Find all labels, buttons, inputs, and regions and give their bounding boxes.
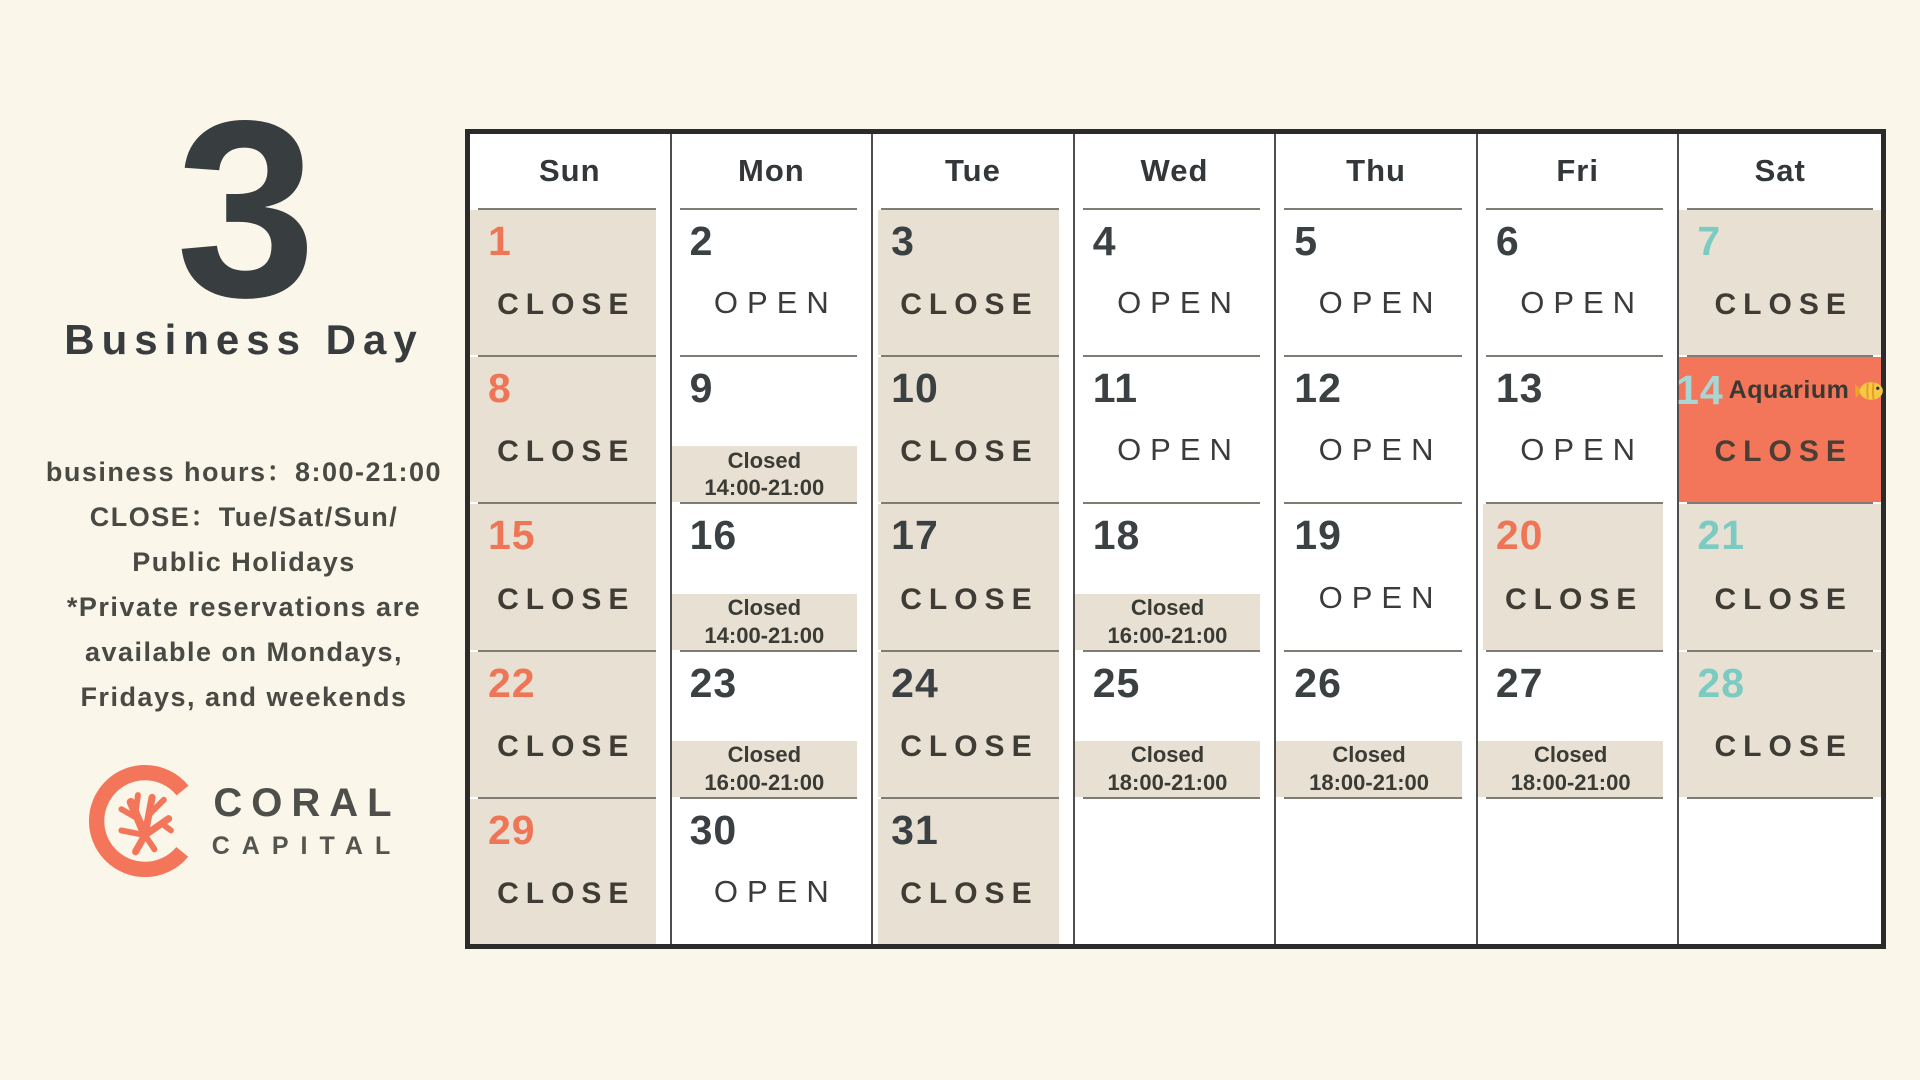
calendar-day-cell-19: [1276, 502, 1478, 649]
row-divider: [1083, 208, 1261, 210]
row-divider: [1284, 502, 1462, 504]
partial-closed-hours: 18:00-21:00: [1309, 769, 1429, 795]
calendar-day-cell-22: [470, 650, 672, 797]
weekday-header-mon: Mon: [672, 134, 874, 208]
date-number: 25: [1092, 659, 1141, 706]
date-number: 14: [1676, 367, 1724, 414]
open-label: OPEN: [1117, 432, 1241, 468]
close-label: CLOSE: [900, 582, 1039, 616]
calendar-day-cell-3: [873, 208, 1075, 355]
partial-closed-band: [672, 594, 858, 650]
date-number: 5: [1294, 218, 1319, 264]
row-divider: [1284, 650, 1462, 652]
calendar-day-cell-13: [1478, 355, 1680, 502]
date-number: 8: [488, 365, 512, 412]
partial-closed-band: [672, 741, 858, 797]
date-number: 24: [891, 659, 939, 706]
calendar-day-cell-7: [1679, 208, 1881, 355]
date-number: 26: [1294, 659, 1342, 706]
calendar-day-cell-5: [1276, 208, 1478, 355]
close-label: CLOSE: [497, 435, 636, 469]
date-number: 21: [1697, 512, 1746, 559]
partial-closed-hours: 14:00-21:00: [704, 622, 825, 648]
partial-closed-line: Closed: [1130, 742, 1205, 768]
partial-closed-hours: 16:00-21:00: [704, 769, 825, 795]
partial-closed-hours: 16:00-21:00: [1107, 622, 1228, 648]
date-number: 12: [1294, 365, 1342, 412]
row-divider: [1083, 355, 1261, 357]
weekday-header-tue: Tue: [873, 134, 1075, 208]
close-label: CLOSE: [900, 876, 1039, 910]
calendar-day-cell-12: [1276, 355, 1478, 502]
calendar-day-cell-9: [672, 355, 874, 502]
date-number: 20: [1495, 512, 1544, 559]
event-label: Aquarium: [1728, 376, 1850, 405]
open-label: OPEN: [1520, 432, 1645, 468]
close-label: CLOSE: [497, 729, 636, 763]
weekday-header-wed: Wed: [1075, 134, 1277, 208]
open-label: OPEN: [713, 873, 838, 909]
date-number: 17: [891, 512, 939, 559]
close-label: CLOSE: [900, 435, 1039, 469]
date-number: 30: [689, 806, 738, 853]
business-hours-notes: [28, 450, 460, 720]
date-number: 18: [1092, 512, 1141, 559]
open-label: OPEN: [1117, 285, 1241, 321]
calendar-day-cell-10: [873, 355, 1075, 502]
close-label: CLOSE: [900, 729, 1039, 763]
logo-title: CORAL: [213, 781, 401, 825]
event-day-header: [1676, 367, 1881, 414]
date-number: 28: [1697, 659, 1746, 706]
date-number: 11: [1092, 365, 1139, 412]
month-label: Business Day: [64, 316, 424, 363]
row-divider: [1284, 797, 1462, 799]
partial-closed-band: [1478, 741, 1664, 797]
open-label: OPEN: [1318, 579, 1443, 615]
row-divider: [1486, 650, 1664, 652]
calendar-empty-cell: [1679, 797, 1881, 944]
date-number: 22: [488, 659, 536, 706]
weekday-header-thu: Thu: [1276, 134, 1478, 208]
row-divider: [1486, 797, 1664, 799]
open-label: OPEN: [1318, 432, 1443, 468]
calendar-day-cell-18: [1075, 502, 1277, 649]
weekday-header-sat: Sat: [1754, 153, 1806, 188]
tropical-fish-icon: [1854, 379, 1884, 403]
note-line: available on Mondays,: [84, 637, 404, 667]
calendar-day-cell-24: [873, 650, 1075, 797]
calendar-day-cell-15: [470, 502, 672, 649]
date-number: 7: [1697, 218, 1722, 264]
partial-closed-line: Closed: [1533, 742, 1608, 768]
date-number: 4: [1092, 218, 1117, 264]
row-divider: [680, 355, 858, 357]
partial-closed-band: [1075, 594, 1261, 650]
weekday-header-fri: Fri: [1478, 134, 1680, 208]
partial-closed-hours: 14:00-21:00: [704, 475, 825, 501]
date-number: 27: [1495, 659, 1544, 706]
calendar-day-cell-25: [1075, 650, 1277, 797]
close-label: CLOSE: [1714, 729, 1853, 763]
row-divider: [680, 208, 858, 210]
partial-closed-band: [672, 446, 858, 502]
calendar-day-cell-8: [470, 355, 672, 502]
close-label: CLOSE: [1714, 288, 1853, 322]
calendar-empty-cell: [1276, 797, 1478, 944]
partial-closed-band: [1276, 741, 1462, 797]
close-label: CLOSE: [497, 288, 636, 322]
calendar-day-cell-6: [1478, 208, 1680, 355]
note-line: Fridays, and weekends: [80, 682, 408, 712]
date-number: 13: [1495, 365, 1544, 412]
date-number: 29: [488, 806, 536, 853]
calendar-day-cell-31: [873, 797, 1075, 944]
close-label: CLOSE: [1714, 582, 1853, 616]
calendar-day-cell-20: [1478, 502, 1680, 649]
note-line: *Private reservations are: [66, 592, 422, 622]
calendar-day-cell-30: [672, 797, 874, 944]
calendar-day-cell-27: [1478, 650, 1680, 797]
note-line: Public Holidays: [132, 547, 356, 577]
row-divider: [1687, 797, 1873, 799]
partial-closed-line: Closed: [727, 447, 802, 473]
close-label: CLOSE: [497, 582, 636, 616]
calendar-day-cell-4: [1075, 208, 1277, 355]
row-divider: [1486, 208, 1664, 210]
coral-capital-logo: [28, 762, 460, 880]
calendar-day-cell-16: [672, 502, 874, 649]
date-number: 2: [689, 218, 714, 264]
calendar-day-cell-2: [672, 208, 874, 355]
row-divider: [1083, 502, 1261, 504]
calendar-day-cell-21: [1679, 502, 1881, 649]
close-label: CLOSE: [900, 288, 1039, 322]
date-number: 31: [891, 806, 939, 853]
row-divider: [680, 650, 858, 652]
row-divider: [1284, 355, 1462, 357]
close-label: CLOSE: [497, 876, 636, 910]
row-divider: [680, 797, 858, 799]
row-divider: [1284, 208, 1462, 210]
partial-closed-line: Closed: [727, 742, 802, 768]
calendar-empty-cell: [1478, 797, 1680, 944]
calendar-day-cell-14: [1676, 355, 1881, 502]
month-number: 3: [175, 69, 313, 350]
date-number: 6: [1495, 218, 1520, 264]
row-divider: [680, 502, 858, 504]
calendar: [465, 129, 1886, 949]
partial-closed-band: [1075, 741, 1261, 797]
calendar-day-cell-17: [873, 502, 1075, 649]
logo-wordmark: [212, 781, 402, 861]
note-line: business hours：8:00-21:00: [45, 457, 443, 487]
date-number: 10: [891, 365, 939, 412]
coral-branch-c-mark-icon: [86, 762, 204, 880]
row-divider: [1486, 355, 1664, 357]
left-info-panel: [28, 0, 460, 1080]
partial-closed-line: Closed: [1332, 742, 1406, 768]
open-label: OPEN: [713, 285, 838, 321]
calendar-empty-cell: [1075, 797, 1277, 944]
partial-closed-hours: 18:00-21:00: [1107, 769, 1228, 795]
date-number: 1: [488, 218, 512, 264]
date-number: 15: [488, 512, 536, 559]
date-number: 3: [891, 218, 915, 264]
calendar-day-cell-28: [1679, 650, 1881, 797]
calendar-day-cell-1: [470, 208, 672, 355]
weekday-header-sun: Sun: [470, 134, 672, 208]
calendar-day-cell-29: [470, 797, 672, 944]
open-label: OPEN: [1520, 285, 1645, 321]
row-divider: [1083, 797, 1261, 799]
date-number: 9: [689, 365, 714, 412]
partial-closed-line: Closed: [727, 595, 802, 621]
note-line: CLOSE：Tue/Sat/Sun/: [89, 502, 399, 532]
date-number: 16: [689, 512, 738, 559]
row-divider: [1083, 650, 1261, 652]
calendar-day-cell-26: [1276, 650, 1478, 797]
calendar-day-cell-11: [1075, 355, 1277, 502]
close-label: CLOSE: [1714, 435, 1853, 469]
partial-closed-line: Closed: [1130, 595, 1205, 621]
open-label: OPEN: [1318, 285, 1443, 321]
calendar-day-cell-23: [672, 650, 874, 797]
logo-subtitle: CAPITAL: [211, 832, 403, 860]
date-number: 19: [1294, 512, 1342, 559]
close-label: CLOSE: [1504, 582, 1644, 616]
date-number: 23: [689, 659, 738, 706]
partial-closed-hours: 18:00-21:00: [1510, 769, 1631, 795]
